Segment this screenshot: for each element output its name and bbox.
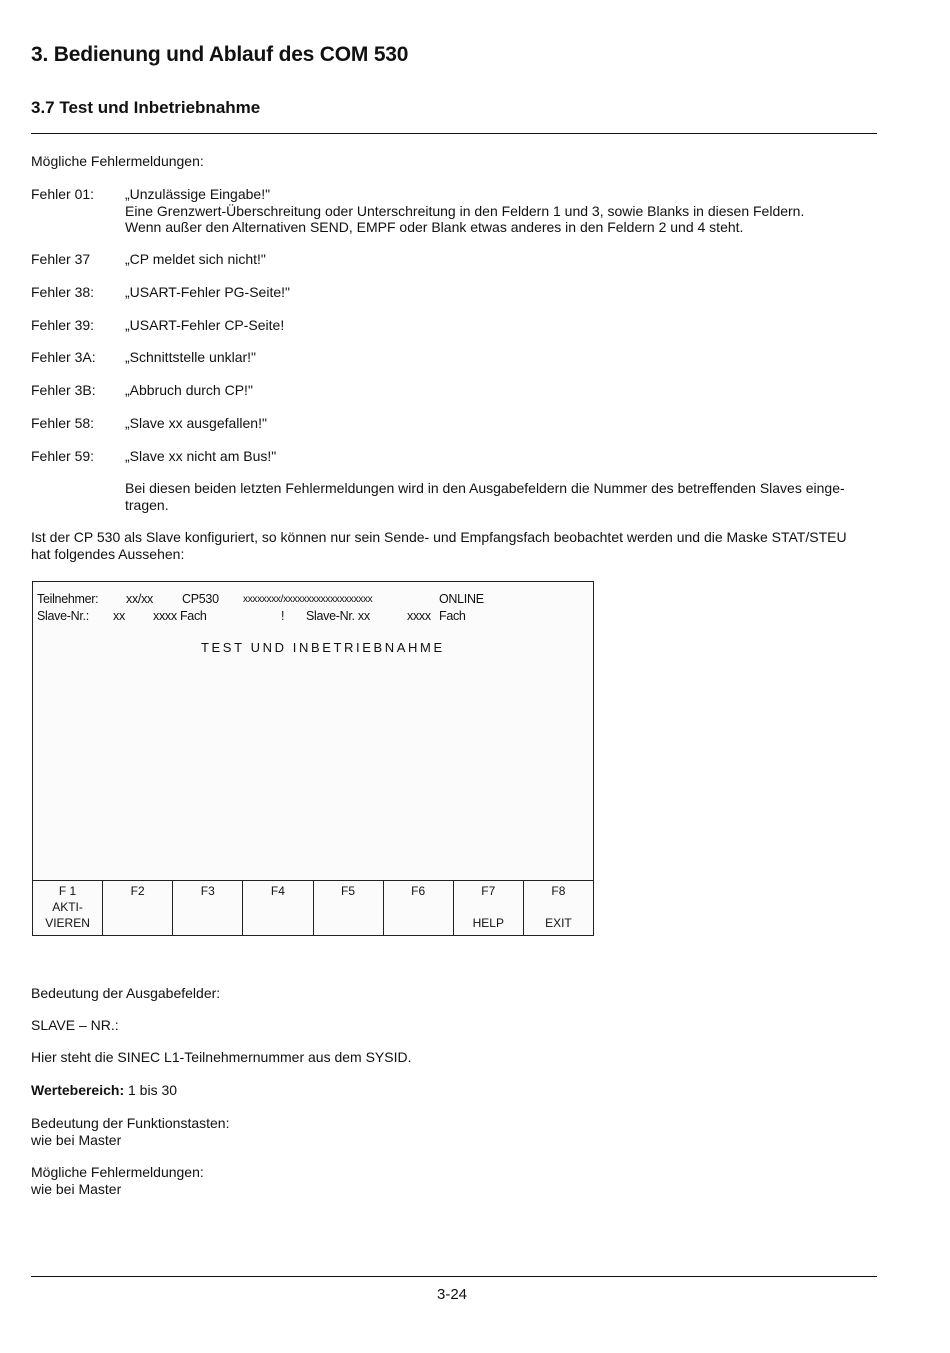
screen-slave-nr-2: Slave-Nr. xx — [306, 609, 370, 623]
screen-slave-nr-value: xx — [113, 609, 125, 623]
function-key-f1-number: F 1 — [58, 884, 77, 898]
function-key-f1-label-1: AKTI- — [52, 900, 83, 914]
function-key-f8[interactable] — [524, 881, 593, 936]
footer-rule — [31, 1276, 877, 1277]
function-key-f1-label-2: VIEREN — [45, 916, 90, 930]
section-title: 3.7 Test und Inbetriebnahme — [31, 98, 261, 117]
error-code-3b: Fehler 3B: — [31, 382, 96, 398]
header-rule — [31, 133, 877, 134]
screen-fach-1: xxxx Fach — [153, 609, 207, 623]
stat-steu-screen — [32, 581, 594, 936]
slave-nr-heading: SLAVE – NR.: — [31, 1017, 119, 1033]
function-key-f3[interactable] — [173, 881, 243, 936]
error-note: Bei diesen beiden letzten Fehlermeldungen wird in den Ausgabefeldern die Nummer des betreffenden Slaves einge- tragen. — [125, 480, 845, 513]
function-key-f7-number: F7 — [481, 884, 496, 898]
error-code-39: Fehler 39: — [31, 317, 95, 333]
function-key-f6[interactable] — [384, 881, 454, 936]
intro-text: Mögliche Fehlermeldungen: — [31, 153, 204, 169]
error-code-01: Fehler 01: — [31, 186, 95, 202]
page-number: 3-24 — [437, 1286, 468, 1303]
error-code-59: Fehler 59: — [31, 448, 95, 464]
possible-errors-note: Mögliche Fehlermeldungen: wie bei Master — [31, 1164, 204, 1197]
function-key-f5-number: F5 — [341, 884, 356, 898]
screen-fach-2-value: xxxx — [407, 609, 431, 623]
screen-teilnehmer-value: xx/xx — [126, 592, 153, 606]
output-fields-heading: Bedeutung der Ausgabefelder: — [31, 985, 221, 1001]
value-range — [31, 1082, 177, 1099]
error-message-58: „Slave xx ausgefallen!" — [125, 415, 267, 431]
screen-cp-type: CP530 — [182, 592, 219, 606]
chapter-title: 3. Bedienung und Ablauf des COM 530 — [31, 43, 409, 66]
screen-online-status: ONLINE — [439, 592, 484, 606]
error-message-3b: „Abbruch durch CP!" — [125, 382, 253, 398]
screen-title: TEST UND INBETRIEBNAHME — [201, 640, 445, 655]
screen-label-teilnehmer: Teilnehmer: — [37, 592, 99, 606]
error-code-3a: Fehler 3A: — [31, 349, 96, 365]
error-message-38: „USART-Fehler PG-Seite!" — [125, 284, 290, 300]
function-key-f2-number: F2 — [130, 884, 145, 898]
value-range-value: 1 bis 30 — [124, 1082, 178, 1098]
error-message-3a: „Schnittstelle unklar!" — [125, 349, 257, 365]
error-message-39: „USART-Fehler CP-Seite! — [125, 317, 285, 333]
function-key-f1[interactable] — [33, 881, 103, 936]
value-range-label: Wertebereich: — [31, 1082, 125, 1098]
slave-nr-description: Hier steht die SINEC L1-Teilnehmernummer aus dem SYSID. — [31, 1049, 412, 1065]
function-key-f2[interactable] — [103, 881, 173, 936]
function-key-f4-number: F4 — [270, 884, 285, 898]
function-key-f3-number: F3 — [200, 884, 215, 898]
function-key-f8-number: F8 — [551, 884, 566, 898]
function-key-f5[interactable] — [314, 881, 384, 936]
function-key-f7[interactable] — [454, 881, 524, 936]
function-key-bar — [33, 880, 593, 936]
function-key-f8-label: EXIT — [545, 916, 572, 930]
function-keys-meaning: Bedeutung der Funktionstasten: wie bei Master — [31, 1115, 230, 1148]
error-message-01: „Unzulässige Eingabe!" Eine Grenzwert-Überschreitung oder Unterschreitung in den Feldern 1 und 3, sowie Blanks in diesen Feldern. Wenn außer den Alternativen SEND, EMPF oder Blank etwas anderes in den Feldern 2 und 4 steht. — [125, 186, 805, 235]
error-message-37: „CP meldet sich nicht!" — [125, 251, 266, 267]
function-key-f6-number: F6 — [411, 884, 426, 898]
screen-label-slave-nr: Slave-Nr.: — [37, 609, 89, 623]
slave-paragraph: Ist der CP 530 als Slave konfiguriert, so können nur sein Sende- und Empfangsfach beobachtet werden und die Maske STAT/STEU hat folgendes Aussehen: — [31, 529, 847, 562]
error-message-59: „Slave xx nicht am Bus!" — [125, 448, 277, 464]
error-code-58: Fehler 58: — [31, 415, 95, 431]
error-code-37: Fehler 37 — [31, 251, 91, 267]
function-key-f4[interactable] — [243, 881, 313, 936]
function-key-f7-label: HELP — [472, 916, 504, 930]
screen-exclamation: ! — [281, 609, 285, 623]
error-code-38: Fehler 38: — [31, 284, 95, 300]
screen-sysid-value: xxxxxxxx/xxxxxxxxxxxxxxxxxxx — [243, 594, 373, 605]
screen-fach-2-label: Fach — [439, 609, 466, 623]
